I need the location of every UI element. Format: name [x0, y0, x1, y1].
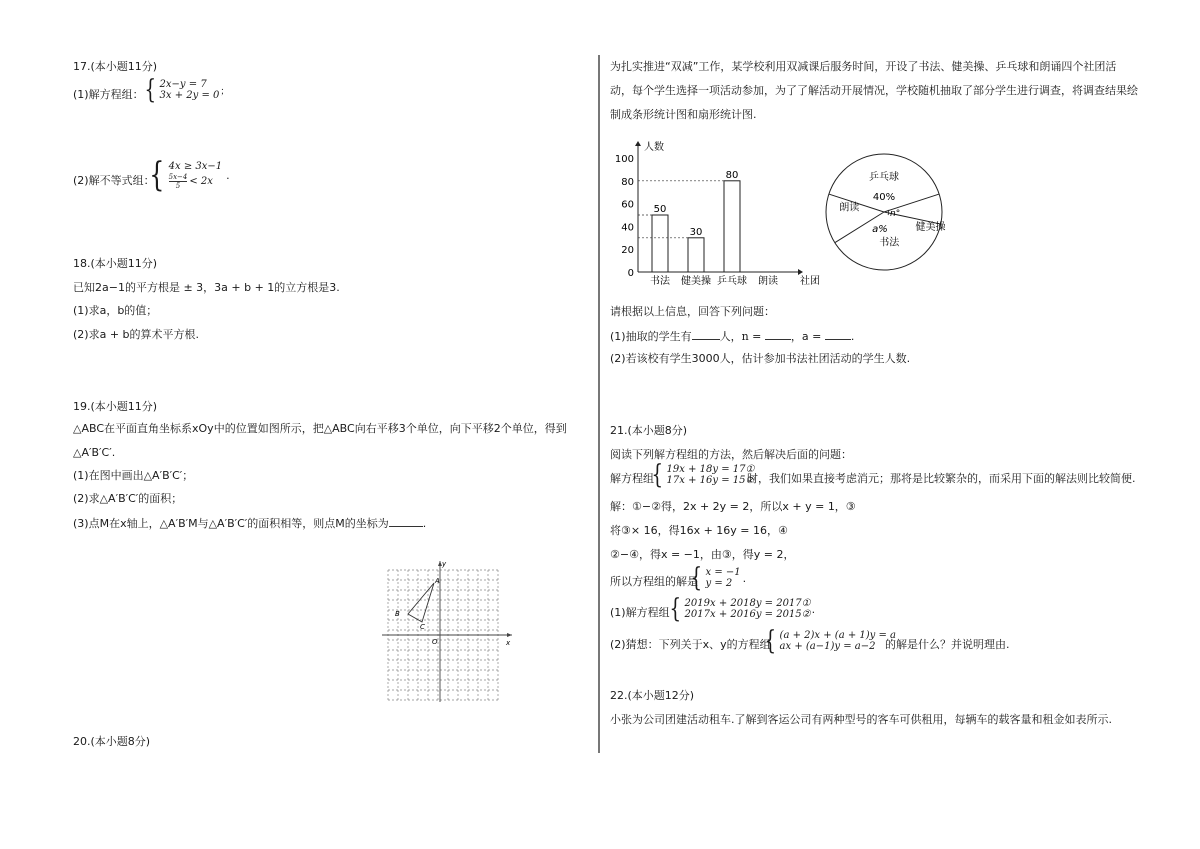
pie-slice-label: 书法 [879, 237, 900, 249]
q19-statement-line1: △ABC在平面直角坐标系xOy中的位置如图所示，把△ABC向右平移3个单位，向下平移2个单位，得到 [73, 422, 567, 435]
q22-statement: 小张为公司团建活动租车.了解到客运公司有两种型号的客车可供租用，每辆车的载客量和租金如表所示. [610, 713, 1112, 726]
q19-part1: (1)在图中画出△A′B′C′； [73, 469, 194, 482]
q20-intro-line3: 制成条形统计图和扇形统计图. [610, 108, 757, 121]
brace-symbol: { [669, 594, 682, 624]
q21-solution-system: { x = −1 y = 2 . [690, 563, 747, 593]
point-c-label: C [420, 623, 425, 631]
inequality: 5x−4 5 < 2x [168, 173, 213, 190]
q21-intro: 阅读下列解方程组的方法，然后解决后面的问题： [610, 448, 852, 461]
bar-value-label: 50 [653, 204, 667, 215]
equation: 19x + 18y = 17① [666, 464, 755, 475]
answer-blank [389, 516, 423, 527]
q20-prompt: 请根据以上信息，回答下列问题： [610, 305, 775, 318]
brace-symbol: { [690, 563, 703, 593]
q19-statement-line2: △A′B′C′. [73, 446, 116, 459]
q21-part1-system: { 2019x + 2018y = 2017① 2017x + 2016y = 2015② . [669, 594, 816, 624]
bar-value-label: 80 [725, 169, 739, 181]
q21-example-tail: 时，我们如果直接考虑消元；那将是比较繁杂的，而采用下面的解法则比较简便. [747, 472, 1136, 485]
q20-intro-line2: 动，每个学生选择一项活动参加，为了了解活动开展情况，学校随机抽取了部分学生进行调查，将调查结果绘 [610, 84, 1138, 97]
q21-part2-tail: 的解是什么？并说明理由. [885, 638, 1010, 651]
q21-heading: 21.(本小题8分) [610, 424, 688, 437]
origin-label: O [432, 638, 438, 646]
q18-part1: (1)求a，b的值； [73, 304, 158, 317]
brace-symbol: { [149, 155, 165, 195]
brace-symbol: { [764, 626, 777, 656]
q19-coordinate-grid [380, 558, 520, 704]
bar-value-label: 30 [689, 226, 703, 238]
pie-slice-value: n° [890, 209, 901, 219]
equation: 2x−y = 7 [159, 79, 207, 90]
x-axis-label: x [506, 639, 511, 647]
pie-slice-label: 健美操 [915, 222, 946, 234]
equation: 2019x + 2018y = 2017① [684, 598, 811, 609]
q20-part2: (2)若该校有学生3000人，估计参加书法社团活动的学生人数. [610, 352, 911, 365]
q17-part2-label: (2)解不等式组： [73, 174, 155, 187]
y-axis-label: 人数 [644, 142, 664, 153]
q19-part3: (3)点M在x轴上，△A′B′M与△A′B′C′的面积相等，则点M的坐标为 . [73, 517, 427, 530]
equation: 2017x + 2016y = 2015② [684, 609, 811, 620]
x-tick-label: 朗读 [758, 276, 778, 287]
y-tick-label: 0 [627, 268, 634, 279]
q22-heading: 22.(本小题12分) [610, 689, 695, 702]
x-tick-label: 乒乓球 [717, 276, 747, 287]
q18-heading: 18.(本小题11分) [73, 257, 158, 270]
bar [652, 215, 668, 272]
q21-step1: 解：①−②得，2x + 2y = 2，所以x + y = 1，③ [610, 500, 856, 513]
x-tick-label: 书法 [650, 276, 670, 287]
q19-heading: 19.(本小题11分) [73, 400, 158, 413]
pie-slice-label: 朗读 [839, 202, 860, 214]
q21-example-system [649, 460, 755, 490]
y-tick-label: 60 [621, 199, 634, 211]
pie-slice-label: 乒乓球 [869, 172, 899, 184]
triangle-abc [408, 583, 434, 622]
answer-blank [765, 329, 791, 340]
brace-symbol: { [651, 460, 664, 490]
equation: 3x + 2y = 0 [159, 90, 220, 101]
q18-statement: 已知2a−1的平方根是 ± 3，3a + b + 1的立方根是3. [73, 281, 340, 294]
equation: x = −1 [705, 567, 741, 578]
x-axis-arrow-icon [798, 269, 803, 275]
bar [688, 238, 704, 272]
point-a-label: A [435, 577, 440, 585]
q21-part1-label: (1)解方程组 [610, 606, 670, 619]
y-tick-label: 40 [621, 222, 634, 234]
q19-part2: (2)求△A′B′C′的面积； [73, 492, 183, 505]
equation: y = 2 [705, 578, 733, 589]
q18-part2: (2)求a + b的算术平方根. [73, 328, 200, 341]
q21-part2-system [762, 626, 896, 656]
brace-symbol: { [144, 75, 157, 105]
q20-pie-chart [822, 150, 946, 274]
equation: ax + (a−1)y = a−2 [779, 641, 876, 652]
q20-bar-chart [608, 134, 828, 290]
equation: (a + 2)x + (a + 1)y = a [779, 630, 896, 641]
q17-heading: 17.(本小题11分) [73, 60, 158, 73]
q21-example-label: 解方程组 [610, 472, 654, 485]
x-axis-label: 社团 [800, 276, 820, 287]
pie-slice-value: 40% [872, 192, 896, 203]
x-axis-arrow-icon [507, 633, 512, 637]
q17-part1-label: (1)解方程组： [73, 88, 144, 101]
q17-part1-system: { 2x−y = 7 3x + 2y = 0 ； [144, 75, 230, 105]
equation: 17x + 16y = 15② [666, 475, 755, 486]
pie-slice-value: a% [872, 224, 888, 235]
y-tick-label: 80 [621, 176, 634, 188]
y-axis-label: y [442, 560, 447, 568]
point-b-label: B [395, 610, 400, 618]
bar [724, 181, 740, 272]
q21-step4-label: 所以方程组的解是 [610, 575, 698, 588]
y-axis-arrow-icon [635, 141, 641, 146]
answer-blank [825, 329, 851, 340]
q17-part2-system: { 4x ≥ 3x−1 5x−4 5 < 2x . [149, 155, 230, 195]
q21-step2: 将③× 16，得16x + 16y = 16，④ [610, 524, 788, 537]
inequality: 4x ≥ 3x−1 [168, 161, 223, 172]
q21-part2-label: (2)猜想：下列关于x、y的方程组 [610, 638, 771, 651]
y-tick-label: 20 [621, 245, 634, 257]
y-tick-label: 100 [614, 154, 634, 165]
q20-part1: (1)抽取的学生有 人，n = ，a = . [610, 330, 855, 343]
q21-step3: ②−④，得x = −1，由③，得y = 2， [610, 548, 795, 561]
column-divider [598, 55, 600, 753]
q20-heading: 20.(本小题8分) [73, 735, 151, 748]
q20-intro-line1: 为扎实推进“双减”工作，某学校利用双减课后服务时间，开设了书法、健美操、乒乓球和朗诵四个社团活 [610, 60, 1117, 73]
answer-blank [692, 329, 720, 340]
x-tick-label: 健美操 [681, 276, 711, 287]
